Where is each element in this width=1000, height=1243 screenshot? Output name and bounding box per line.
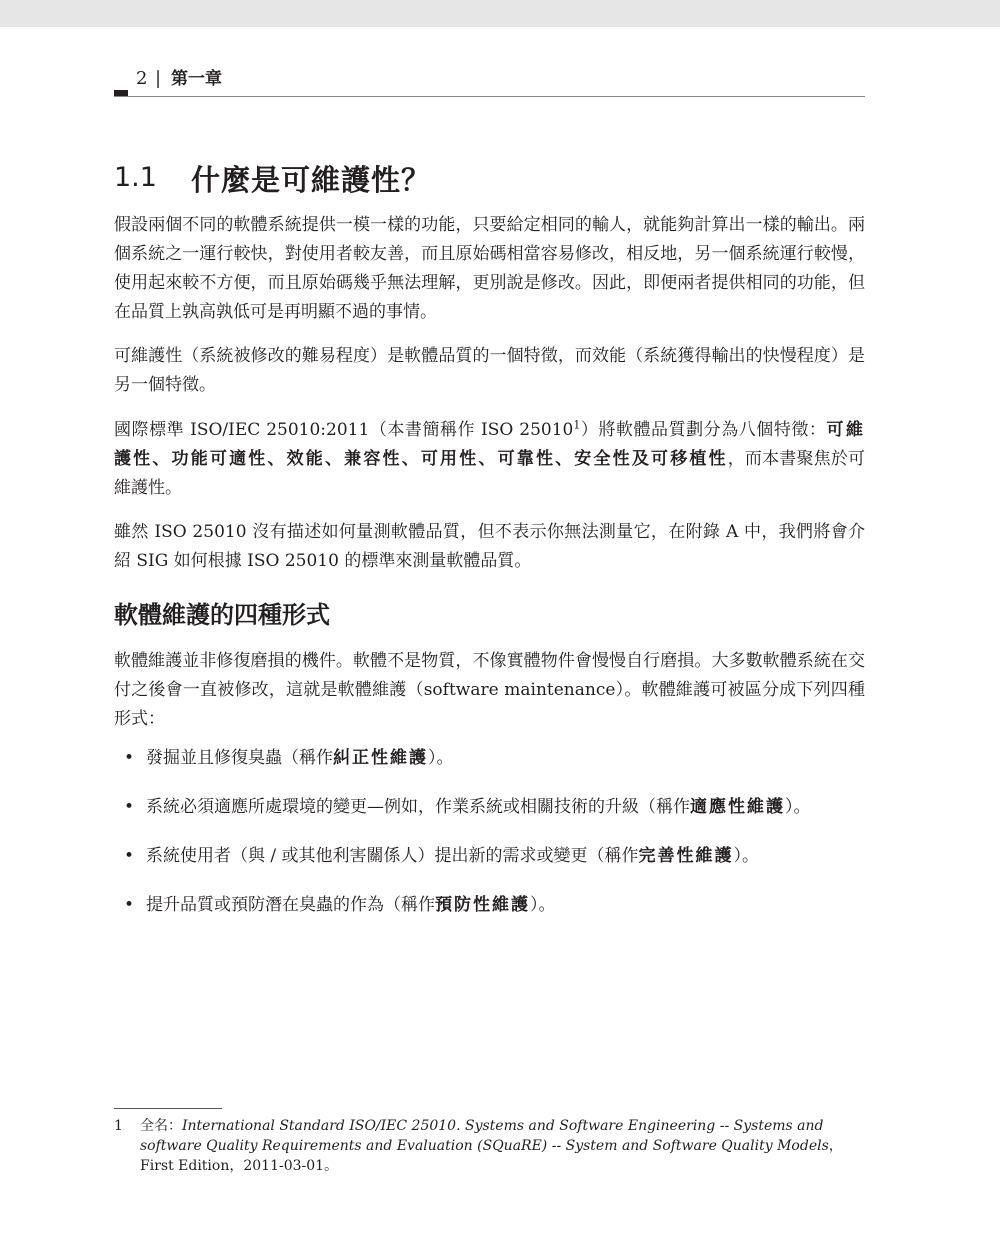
bullet-marker: • [124,797,135,817]
footnote-edition: ，First Edition，2011-03-01。 [140,1138,843,1174]
bullet-marker: • [124,895,135,915]
footnote-standard-title: International Standard ISO/IEC 25010. Systems and Software Engineering -- Systems and software Quality Requirements and Evaluation (SQuaRE) -- System and Software Quality Models [140,1118,829,1154]
top-gray-band [0,0,1000,27]
list-item-text: 系統使用者（與 / 或其他利害關係人）提出新的需求或變更（稱作 [146,846,639,866]
subheading: 軟體維護的四種形式 [114,601,330,629]
section-title: 什麼是可維護性？ [191,163,432,197]
header-marker [114,90,128,96]
list-item-text: 系統必須適應所處環境的變更—例如，作業系統或相關技術的升級（稱作 [146,797,690,817]
paragraph-3 [114,416,865,503]
maintenance-types-list [114,744,865,940]
footnote-label: 全名： [140,1118,182,1134]
list-item-end: ）。 [785,797,811,817]
list-item-term: 完善性維護 [638,846,734,866]
list-item [114,891,865,920]
footnote-ref: 1 [573,418,581,432]
bullet-marker: • [124,846,135,866]
paragraph-3-mid: ）將軟體品質劃分為八個特徵： [580,420,827,440]
list-item [114,793,865,822]
running-header [114,66,865,97]
list-item-term: 適應性維護 [690,797,785,817]
paragraph-5: 軟體維護並非修復磨損的機件。軟體不是物質，不像實體物件會慢慢自行磨損。大多數軟體系統在交付之後會一直被修改，這就是軟體維護（software maintenance）。軟體維護可被區分成下列四種形式： [114,651,865,729]
page-number: 2 [136,68,148,89]
paragraph-2: 可維護性（系統被修改的難易程度）是軟體品質的一個特徵，而效能（系統獲得輸出的快慢程度）是另一個特徵。 [114,346,865,395]
header-separator: | [155,68,162,89]
list-item-end: ）。 [428,748,454,768]
paragraph-4: 雖然 ISO 25010 沒有描述如何量測軟體品質，但不表示你無法測量它，在附錄 A 中，我們將會介紹 SIG 如何根據 ISO 25010 的標準來測量軟體品質。 [114,522,865,571]
footnote-rule [114,1108,222,1109]
list-item-text: 發掘並且修復臭蟲（稱作 [146,748,333,768]
quality-characteristics: 可維護性、功能可適性、效能、兼容性、可用性、可靠性、安全性及可移植性 [114,420,866,469]
list-item-term: 糾正性維護 [333,748,428,768]
footnote-number: 1 [114,1118,123,1134]
paragraph-3-tail: ，而本書聚焦於可維護性。 [114,449,866,498]
paragraph-3-intro: 國際標準 ISO/IEC 25010:2011（本書簡稱作 ISO 25010 [114,420,574,440]
list-item-end: ）。 [530,895,556,915]
chapter-label: 第一章 [171,69,222,89]
list-item-term: 預防性維護 [435,895,530,915]
footnote-body [140,1116,865,1176]
list-item [114,744,865,773]
list-item [114,842,865,871]
section-number: 1.1 [114,162,157,193]
list-item-end: ）。 [733,846,760,866]
list-item-text: 提升品質或預防潛在臭蟲的作為（稱作 [146,895,435,915]
paragraph-1: 假設兩個不同的軟體系統提供一模一樣的功能，只要給定相同的輸人，就能夠計算出一樣的輸出。兩個系統之一運行較快，對使用者較友善，而且原始碼相當容易修改，相反地，另一個系統運行較慢，使用起來較不方便，而且原始碼幾乎無法理解，更別說是修改。因此，即便兩者提供相同的功能，但在品質上孰高孰低可是再明顯不過的事情。 [114,215,865,322]
bullet-marker: • [124,748,135,768]
